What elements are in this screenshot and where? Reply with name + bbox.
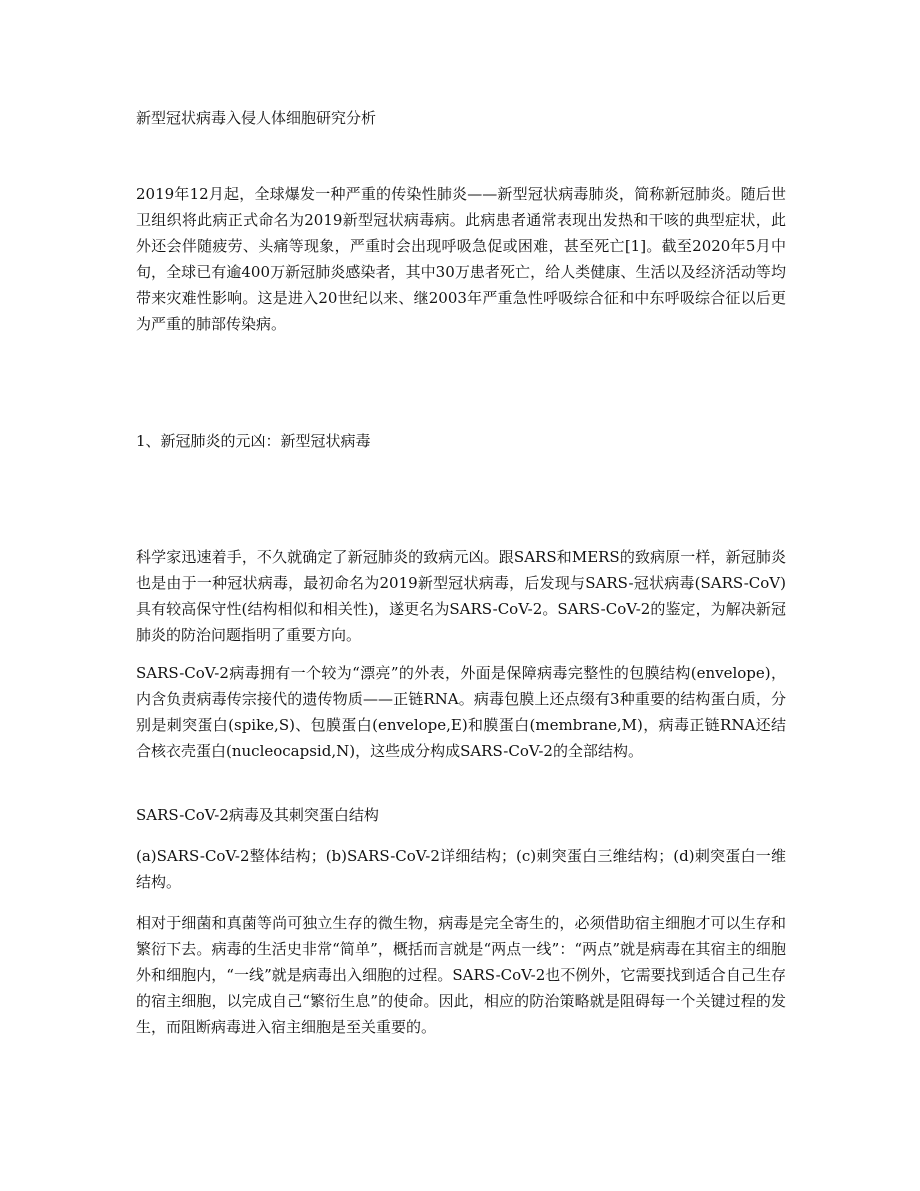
figure-caption: SARS-CoV-2病毒及其刺突蛋白结构	[136, 806, 379, 824]
section-heading: 1、新冠肺炎的元凶：新型冠状病毒	[136, 432, 371, 450]
figure-subcaption: (a)SARS-CoV-2整体结构；(b)SARS-CoV-2详细结构；(c)刺突蛋白三维结构；(d)刺突蛋白一维结构。	[136, 847, 786, 891]
intro-paragraph: 2019年12月起，全球爆发一种严重的传染性肺炎——新型冠状病毒肺炎，简称新冠肺炎。随后世卫组织将此病正式命名为2019新型冠状病毒病。此病患者通常表现出发热和干咳的典型症状，此外还会伴随疲劳、头痛等现象，严重时会出现呼吸急促或困难，甚至死亡[1]。截至2020年5月中旬，全球已有逾400万新冠肺炎感染者，其中30万患者死亡，给人类健康、生活以及经济活动等均带来灾难性影响。这是进入20世纪以来、继2003年严重急性呼吸综合征和中东呼吸综合征以后更为严重的肺部传染病。	[136, 185, 786, 333]
document-title: 新型冠状病毒入侵人体细胞研究分析	[136, 109, 377, 127]
paragraph-virus-structure: SARS-CoV-2病毒拥有一个较为“漂亮”的外表，外面是保障病毒完整性的包膜结构(envelope)，内含负责病毒传宗接代的遗传物质——正链RNA。病毒包膜上还点缀有3种重要的结构蛋白质，分别是刺突蛋白(spike,S)、包膜蛋白(envelope,E)和膜蛋白(membrane,M)，病毒正链RNA还结合核衣壳蛋白(nucleocapsid,N)，这些成分构成SARS-CoV-2的全部结构。	[136, 664, 786, 760]
paragraph-virus-identification: 科学家迅速着手，不久就确定了新冠肺炎的致病元凶。跟SARS和MERS的致病原一样，新冠肺炎也是由于一种冠状病毒，最初命名为2019新型冠状病毒，后发现与SARS-冠状病毒(SARS-CoV)具有较高保守性(结构相似和相关性)，遂更名为SARS-CoV-2。SARS-CoV-2的鉴定，为解决新冠肺炎的防治问题指明了重要方向。	[136, 548, 786, 644]
paragraph-virus-lifecycle: 相对于细菌和真菌等尚可独立生存的微生物，病毒是完全寄生的，必须借助宿主细胞才可以生存和繁衍下去。病毒的生活史非常“简单”，概括而言就是“两点一线”：“两点”就是病毒在其宿主的细胞外和细胞内，“一线”就是病毒出入细胞的过程。SARS-CoV-2也不例外，它需要找到适合自己生存的宿主细胞，以完成自己“繁衍生息”的使命。因此，相应的防治策略就是阻碍每一个关键过程的发生，而阻断病毒进入宿主细胞是至关重要的。	[136, 914, 786, 1036]
